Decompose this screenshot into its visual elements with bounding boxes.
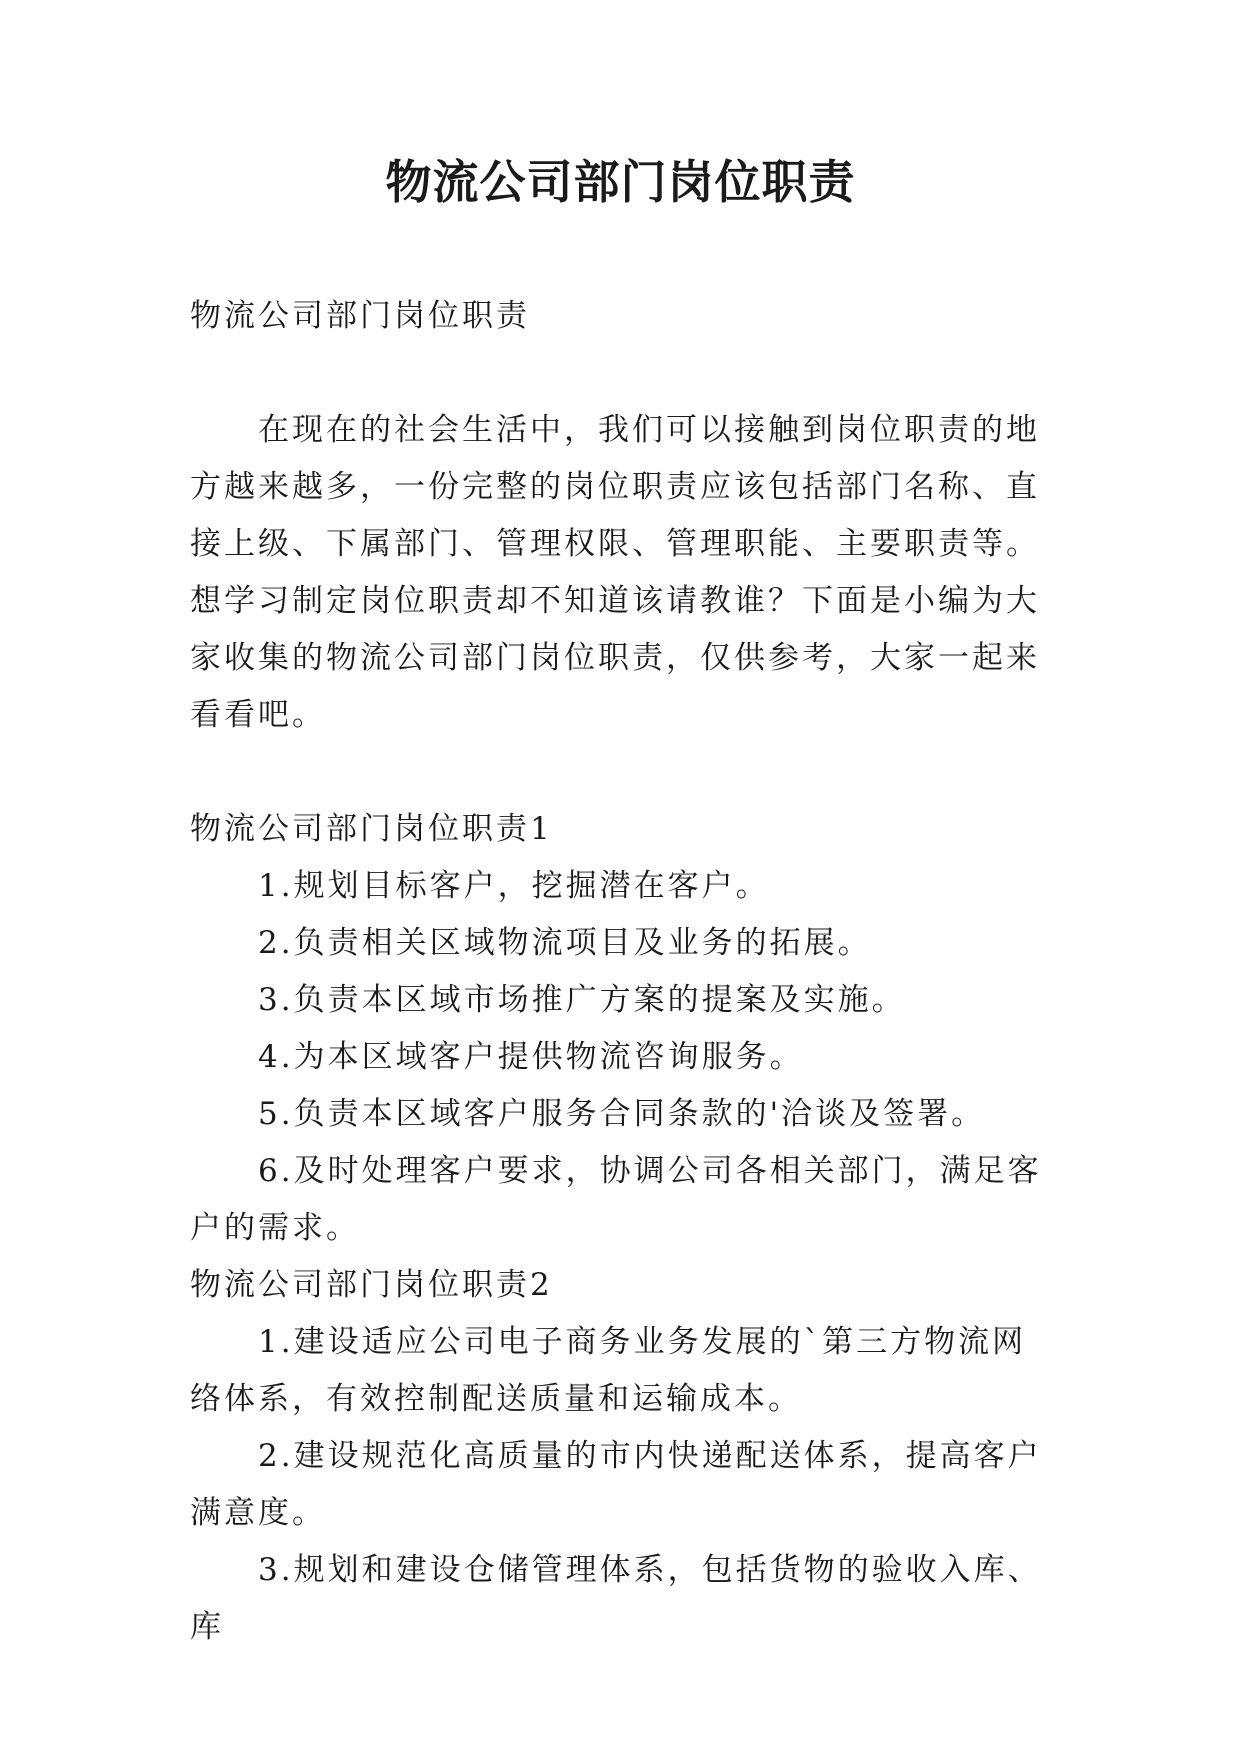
list-item: 2.负责相关区域物流项目及业务的拓展。 (258, 925, 872, 961)
document-body (190, 288, 1050, 1656)
list-item: 1.建设适应公司电子商务业务发展的`第三方物流网络体系，有效控制配送质量和运输成本。 (190, 1324, 1027, 1417)
list-item: 5.负责本区域客户服务合同条款的'洽谈及签署。 (258, 1096, 986, 1132)
list-item: 2.建设规范化高质量的市内快递配送体系，提高客户满意度。 (190, 1438, 1042, 1531)
list-item: 3.负责本区域市场推广方案的提案及实施。 (258, 982, 906, 1018)
list-item: 4.为本区域客户提供物流咨询服务。 (258, 1039, 804, 1075)
list-item: 3.规划和建设仓储管理体系，包括货物的验收入库、库 (190, 1552, 1042, 1645)
list-item: 6.及时处理客户要求，协调公司各相关部门，满足客户的需求。 (190, 1153, 1042, 1246)
section-heading: 物流公司部门岗位职责1 (190, 811, 553, 847)
document-subtitle: 物流公司部门岗位职责 (190, 298, 530, 334)
document-title: 物流公司部门岗位职责 (385, 155, 856, 209)
list-item: 1.规划目标客户，挖掘潜在客户。 (258, 868, 770, 904)
intro-paragraph: 在现在的社会生活中，我们可以接触到岗位职责的地方越来越多，一份完整的岗位职责应该包括部门名称、直接上级、下属部门、管理权限、管理职能、主要职责等。想学习制定岗位职责却不知道该请教谁？下面是小编为大家收集的物流公司部门岗位职责，仅供参考，大家一起来看看吧。 (190, 412, 1040, 733)
section-heading: 物流公司部门岗位职责2 (190, 1267, 553, 1303)
